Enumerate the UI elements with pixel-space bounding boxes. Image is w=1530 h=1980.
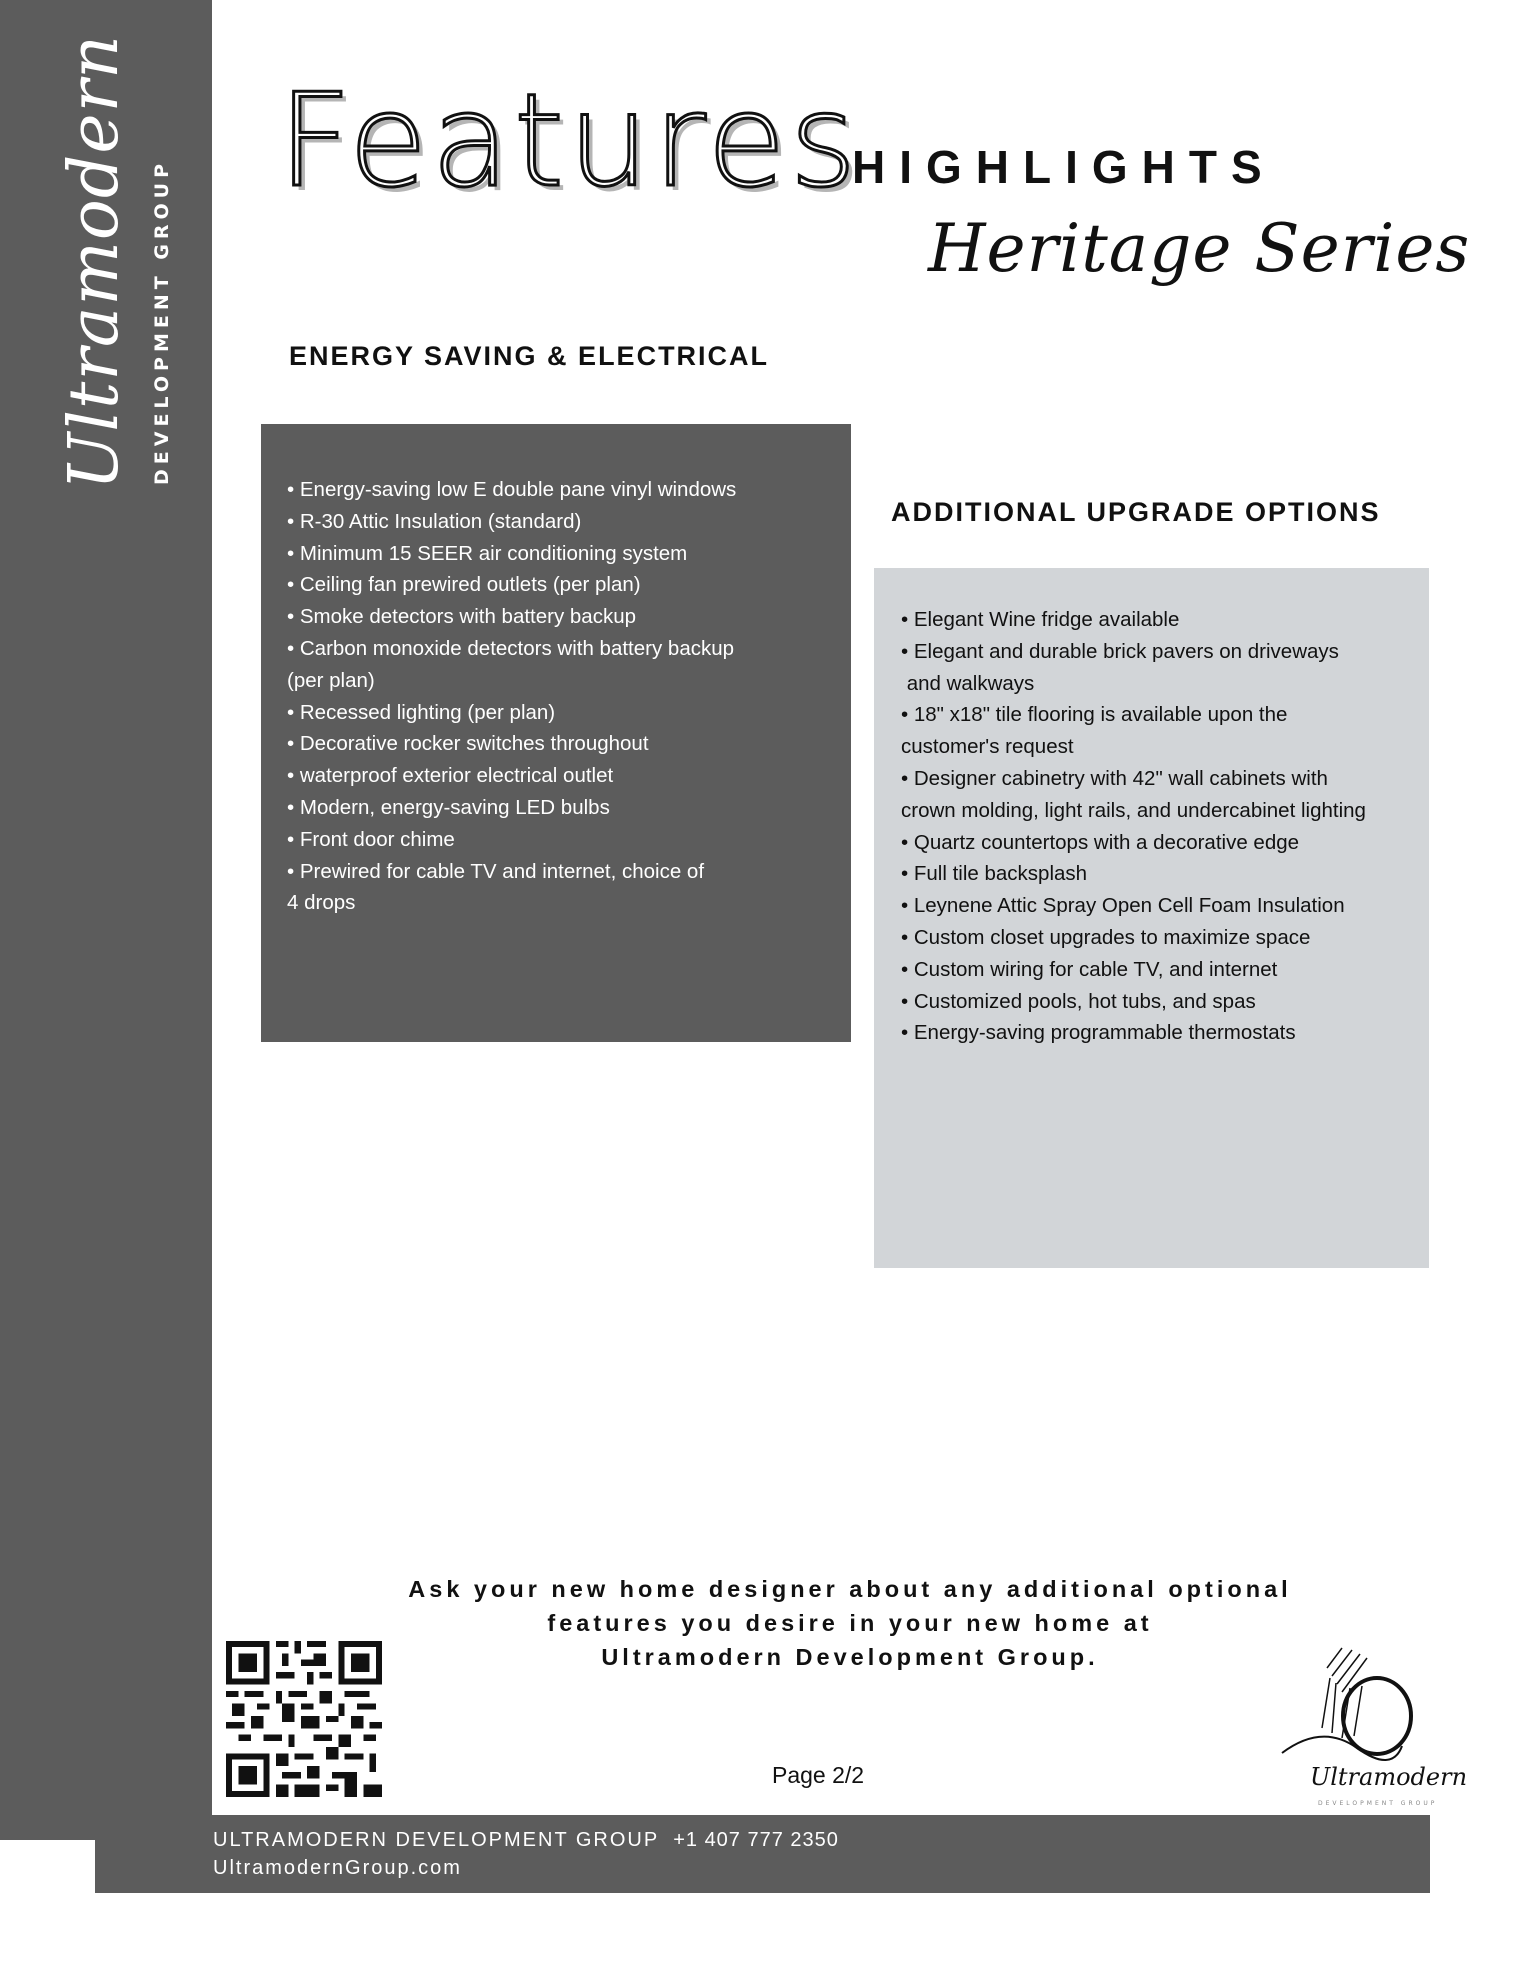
list-item: • Minimum 15 SEER air conditioning system — [287, 541, 688, 565]
logo-wordmark: Ultramodern — [1310, 1763, 1468, 1791]
cta-line: Ask your new home designer about any additional optional — [408, 1576, 1292, 1602]
cta-line: Ultramodern Development Group. — [601, 1644, 1099, 1670]
list-item: 4 drops — [287, 891, 356, 915]
list-item: • Customized pools, hot tubs, and spas — [901, 989, 1256, 1013]
upgrade-options-box — [874, 568, 1429, 1268]
energy-section-title: ENERGY SAVING & ELECTRICAL — [289, 341, 770, 371]
series-subtitle: Heritage Series — [928, 210, 1471, 287]
list-item: • Custom wiring for cable TV, and internet — [901, 957, 1278, 981]
logo-subtext: DEVELOPMENT GROUP — [1318, 1800, 1438, 1807]
upgrade-section-title: ADDITIONAL UPGRADE OPTIONS — [891, 497, 1381, 527]
page-title-features: Features — [278, 67, 861, 216]
upgrade-options-list — [901, 604, 1419, 1049]
footer-company: ULTRAMODERN DEVELOPMENT GROUP — [213, 1829, 660, 1851]
list-item: • Designer cabinetry with 42" wall cabinets with — [901, 766, 1328, 790]
brand-script-text: Ultramodern — [55, 34, 134, 490]
list-item: (per plan) — [287, 668, 375, 692]
list-item: • Modern, energy-saving LED bulbs — [287, 795, 610, 819]
call-to-action — [360, 1572, 1340, 1674]
list-item: • Energy-saving programmable thermostats — [901, 1021, 1296, 1045]
list-item: • Smoke detectors with battery backup — [287, 605, 637, 629]
qr-code-icon[interactable] — [226, 1641, 382, 1797]
list-item: • R-30 Attic Insulation (standard) — [287, 509, 582, 533]
list-item: • Ceiling fan prewired outlets (per plan) — [287, 573, 641, 597]
list-item: • 18" x18" tile flooring is available upon the — [901, 703, 1288, 727]
list-item: • Custom closet upgrades to maximize space — [901, 925, 1311, 949]
list-item: • Elegant Wine fridge available — [901, 608, 1180, 631]
footer-bar — [95, 1815, 1430, 1893]
list-item: • Energy-saving low E double pane vinyl windows — [287, 478, 737, 501]
energy-features-box — [261, 424, 851, 1042]
page-title-highlights: HIGHLIGHTS — [852, 141, 1276, 193]
cta-line: features you desire in your new home at — [547, 1610, 1153, 1636]
footer-website[interactable]: UltramodernGroup.com — [213, 1857, 462, 1879]
list-item: customer's request — [901, 735, 1074, 759]
list-item: • Decorative rocker switches throughout — [287, 732, 649, 756]
footer-corner — [0, 1853, 95, 1893]
list-item: crown molding, light rails, and undercabinet lighting — [901, 798, 1366, 822]
list-item: and walkways — [901, 671, 1035, 695]
list-item: • Carbon monoxide detectors with battery backup — [287, 636, 735, 660]
page-number: Page 2/2 — [772, 1762, 865, 1788]
list-item: • Elegant and durable brick pavers on driveways — [901, 639, 1339, 663]
list-item: • Leynene Attic Spray Open Cell Foam Insulation — [901, 894, 1345, 918]
list-item: • Full tile backsplash — [901, 862, 1088, 886]
brand-sub-text: DEVELOPMENT GROUP — [151, 158, 173, 485]
sidebar-brand-logo — [55, 34, 185, 490]
list-item: • Prewired for cable TV and internet, choice of — [287, 859, 705, 883]
sidebar — [0, 0, 212, 1840]
energy-features-list — [287, 474, 831, 919]
list-item: • Recessed lighting (per plan) — [287, 700, 556, 724]
footer-phone[interactable]: +1 407 777 2350 — [673, 1829, 839, 1851]
list-item: • Quartz countertops with a decorative edge — [901, 830, 1300, 854]
footer-line-1 — [213, 1829, 839, 1852]
list-item: • waterproof exterior electrical outlet — [287, 764, 614, 788]
list-item: • Front door chime — [287, 827, 455, 851]
